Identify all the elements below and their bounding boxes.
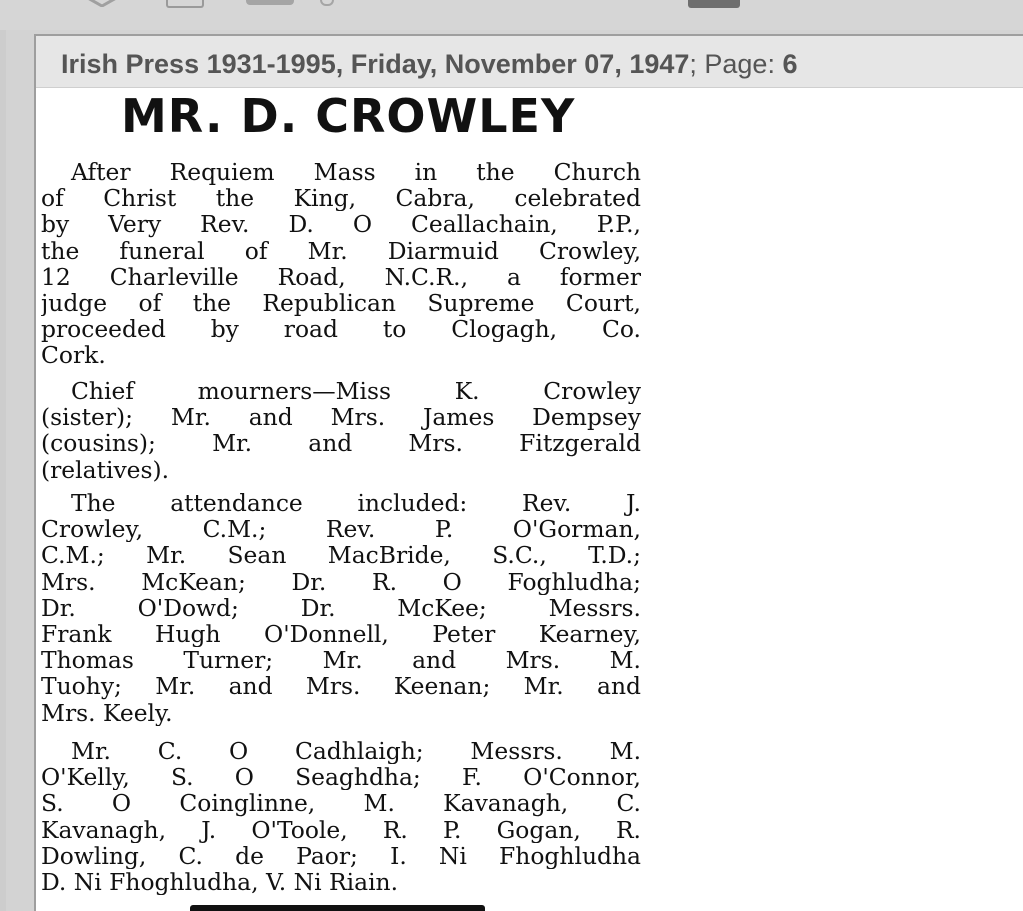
text-line: Mr. C. O Cadhlaigh; Messrs. M. [71,738,641,765]
tool-icon[interactable] [246,0,294,5]
text-line: 12 Charleville Road, N.C.R., a former [41,263,641,290]
document-icon[interactable] [166,0,204,8]
text-line: Mrs. Keely. [41,699,173,726]
text-line: Mrs. McKean; Dr. R. O Foghludha; [41,568,641,595]
paragraph-1 [41,159,641,369]
text-line: of Christ the King, Cabra, celebrated [41,185,641,212]
text-line: Dowling, C. de Paor; I. Ni Fhoghludha [41,842,641,869]
text-line: (cousins); Mr. and Mrs. Fitzgerald [41,430,641,457]
text-line: (relatives). [41,456,170,483]
text-line: judge of the Republican Supreme Court, [41,289,641,317]
text-line: D. Ni Fhoghludha, V. Ni Riain. [41,868,399,896]
text-line: Cork. [41,342,106,369]
text-line: Frank Hugh O'Donnell, Peter Kearney, [41,620,641,648]
text-line: After Requiem Mass in the Church [71,159,641,186]
text-line: S. O Coinglinne, M. Kavanagh, C. [41,790,641,817]
text-line: O'Kelly, S. O Seaghdha; F. O'Connor, [41,764,641,791]
clipping-viewer [34,34,1023,911]
source-title: Irish Press 1931-1995, Friday, November 07, 1947 [61,49,690,79]
paragraph-3 [41,490,641,726]
page-label: ; Page: [689,49,783,79]
text-line: (sister); Mr. and Mrs. James Dempsey [41,404,641,431]
paragraph-2 [41,378,641,483]
text-line: Chief mourners—Miss K. Crowley [71,378,641,405]
text-line: Dr. O'Dowd; Dr. McKee; Messrs. [41,594,641,621]
text-line: Thomas Turner; Mr. and Mrs. M. [41,647,641,674]
dark-tool-icon[interactable] [688,0,740,8]
circle-icon[interactable] [320,0,334,6]
text-line: C.M.; Mr. Sean MacBride, S.C., T.D.; [41,542,641,569]
text-line: The attendance included: Rev. J. [71,490,641,517]
text-line: by Very Rev. D. O Ceallachain, P.P., [41,211,641,238]
star-icon[interactable] [84,0,120,7]
rule-divider [190,905,485,911]
paragraph-4 [41,738,641,895]
text-line: Tuohy; Mr. and Mrs. Keenan; Mr. and [41,673,641,700]
text-line: proceeded by road to Clogagh, Co. [41,316,641,343]
page-number: 6 [782,49,798,79]
text-line: the funeral of Mr. Diarmuid Crowley, [41,237,641,264]
newspaper-clipping [41,88,646,911]
headline: MR. D. CROWLEY [121,89,576,143]
viewer-header [36,36,1023,88]
text-line: Kavanagh, J. O'Toole, R. P. Gogan, R. [41,816,641,843]
text-line: Crowley, C.M.; Rev. P. O'Gorman, [41,516,641,543]
toolbar [0,0,1023,30]
window-edge [0,0,6,911]
